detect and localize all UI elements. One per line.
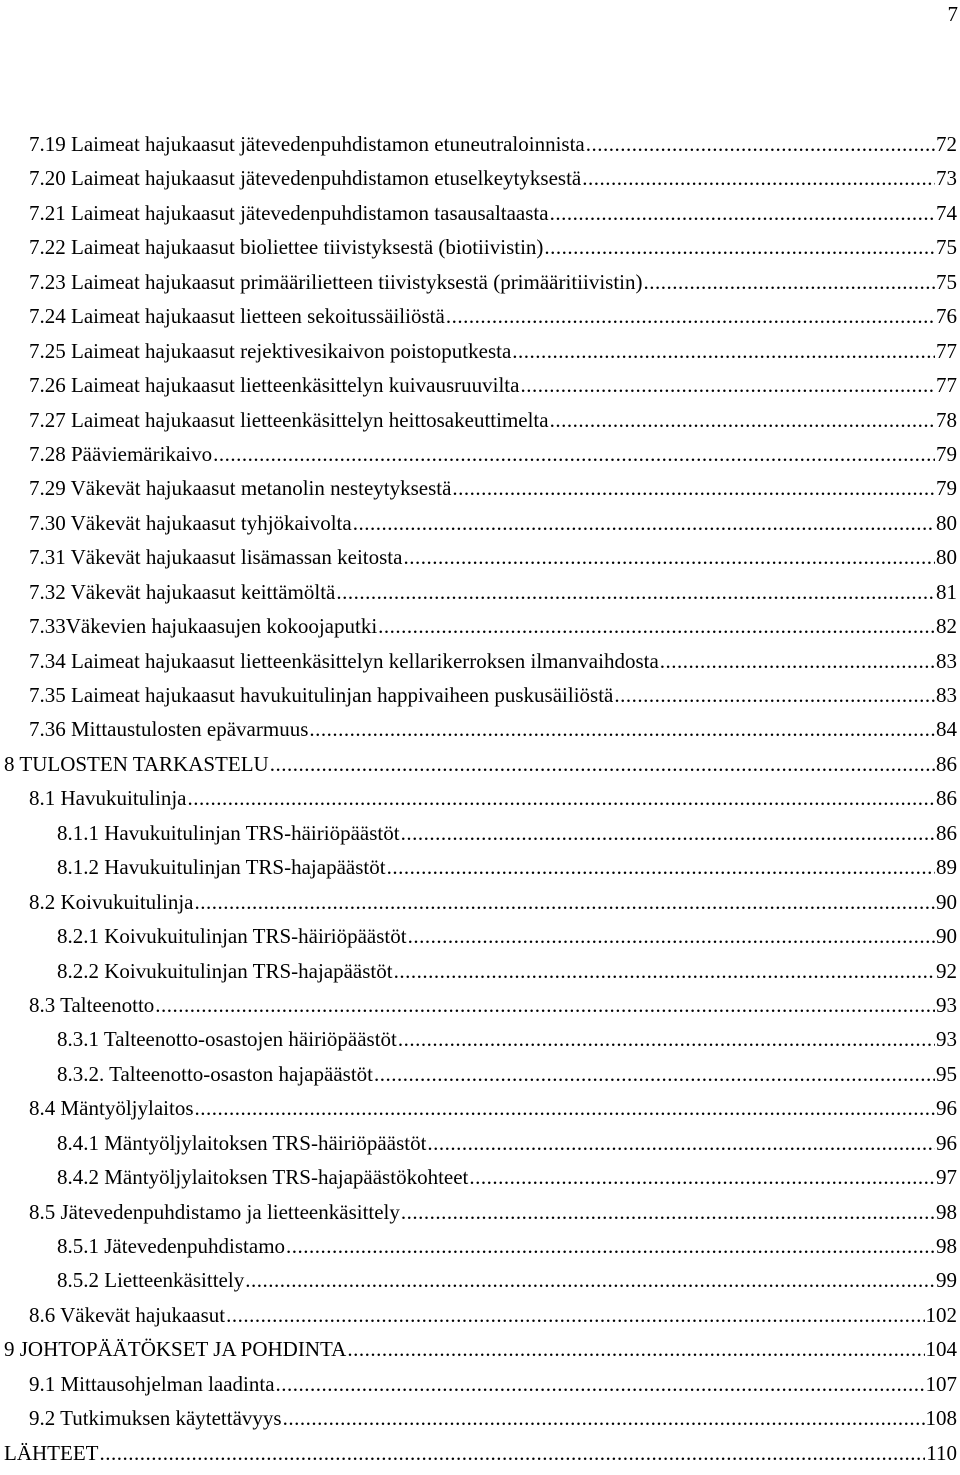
- toc-entry-page: 93: [936, 1027, 957, 1052]
- dot-leader: [446, 304, 935, 328]
- toc-entry-page: 95: [936, 1061, 957, 1086]
- toc-entry[interactable]: [0, 408, 957, 442]
- toc-entry-page: 99: [936, 1268, 957, 1293]
- dot-leader: [401, 821, 935, 845]
- toc-entry-page: 86: [936, 820, 957, 845]
- toc-entry-title: 7.19 Laimeat hajukaasut jätevedenpuhdistamon etuneutraloinnista: [29, 132, 585, 156]
- dot-leader: [394, 959, 935, 983]
- toc-entry[interactable]: [0, 683, 957, 717]
- toc-entry-page: 80: [936, 510, 957, 535]
- toc-entry[interactable]: [0, 1131, 957, 1165]
- dot-leader: [195, 1096, 936, 1120]
- toc-entry-title: 8.1.1 Havukuitulinjan TRS-häiriöpäästöt: [57, 820, 400, 845]
- toc-entry-page: 76: [936, 304, 957, 329]
- toc-entry-page: 107: [925, 1371, 957, 1396]
- toc-entry[interactable]: [0, 1268, 957, 1302]
- toc-entry[interactable]: [0, 993, 957, 1027]
- dot-leader: [374, 1062, 935, 1086]
- toc-entry-page: 78: [936, 407, 957, 432]
- dot-leader: [582, 166, 935, 190]
- dot-leader: [245, 1268, 935, 1292]
- toc-entry[interactable]: [0, 166, 957, 200]
- toc-entry[interactable]: [0, 1303, 957, 1337]
- toc-entry[interactable]: [0, 924, 957, 958]
- toc-entry-page: 96: [936, 1130, 957, 1155]
- toc-entry-title: 8.2.2 Koivukuitulinjan TRS-hajapäästöt: [57, 958, 393, 983]
- toc-entry[interactable]: [0, 1337, 957, 1371]
- toc-entry[interactable]: [0, 1165, 957, 1199]
- toc-entry-title: 7.36 Mittaustulosten epävarmuus: [29, 717, 309, 742]
- toc-entry-title: 8.2 Koivukuitulinja: [29, 889, 194, 914]
- toc-entry-title: 7.27 Laimeat hajukaasut lietteenkäsittelyn heittosakeuttimelta: [29, 407, 549, 432]
- toc-entry-page: 79: [936, 441, 957, 466]
- toc-entry-page: 79: [936, 476, 957, 501]
- dot-leader: [213, 442, 935, 466]
- toc-entry[interactable]: [0, 511, 957, 545]
- toc-entry-page: 77: [936, 338, 957, 363]
- dot-leader: [660, 649, 935, 673]
- dot-leader: [309, 717, 935, 741]
- toc-entry-title: 7.30 Väkevät hajukaasut tyhjökaivolta: [29, 510, 352, 535]
- toc-entry-title: 8.5.2 Lietteenkäsittely: [57, 1268, 245, 1293]
- dot-leader: [378, 614, 935, 638]
- toc-entry-title: 7.20 Laimeat hajukaasut jätevedenpuhdistamon etuselkeytyksestä: [29, 166, 582, 191]
- toc-entry-page: 97: [936, 1165, 957, 1190]
- toc-entry-page: 92: [936, 958, 957, 983]
- toc-entry[interactable]: [0, 649, 957, 683]
- dot-leader: [550, 408, 935, 432]
- toc-entry-title: 9.2 Tutkimuksen käytettävyys: [29, 1406, 282, 1431]
- dot-leader: [286, 1234, 935, 1258]
- toc-entry[interactable]: [0, 201, 957, 235]
- toc-entry-title: 8.6 Väkevät hajukaasut: [29, 1302, 226, 1327]
- toc-entry-title: 8 TULOSTEN TARKASTELU: [4, 751, 269, 776]
- toc-entry-title: 8.1 Havukuitulinja: [29, 786, 187, 811]
- toc-entry[interactable]: [0, 235, 957, 269]
- toc-entry[interactable]: [0, 752, 957, 786]
- toc-entry[interactable]: [0, 1062, 957, 1096]
- dot-leader: [270, 752, 935, 776]
- toc-entry-page: 96: [936, 1096, 957, 1121]
- toc-entry[interactable]: [0, 1441, 957, 1475]
- toc-entry-page: 104: [925, 1337, 957, 1362]
- toc-entry-title: 7.34 Laimeat hajukaasut lietteenkäsittelyn kellarikerroksen ilmanvaihdosta: [29, 648, 659, 673]
- toc-entry-title: 9.1 Mittausohjelman laadinta: [29, 1371, 275, 1396]
- table-of-contents: [0, 132, 957, 1475]
- dot-leader: [99, 1441, 925, 1465]
- toc-entry-title: 7.33Väkevien hajukaasujen kokoojaputki: [29, 614, 378, 639]
- toc-entry-title: 8.2.1 Koivukuitulinjan TRS-häiriöpäästöt: [57, 924, 407, 949]
- dot-leader: [398, 1027, 935, 1051]
- toc-entry[interactable]: [0, 1027, 957, 1061]
- dot-leader: [403, 545, 935, 569]
- toc-entry[interactable]: [0, 132, 957, 166]
- toc-entry-page: 80: [936, 545, 957, 570]
- toc-entry[interactable]: [0, 270, 957, 304]
- dot-leader: [469, 1165, 935, 1189]
- toc-entry[interactable]: [0, 442, 957, 476]
- dot-leader: [226, 1303, 924, 1327]
- toc-entry-title: 7.31 Väkevät hajukaasut lisämassan keitosta: [29, 545, 403, 570]
- dot-leader: [544, 235, 935, 259]
- toc-entry[interactable]: [0, 1372, 957, 1406]
- toc-entry[interactable]: [0, 1200, 957, 1234]
- toc-entry[interactable]: [0, 1234, 957, 1268]
- toc-entry-page: 108: [925, 1406, 957, 1431]
- toc-entry[interactable]: [0, 304, 957, 338]
- toc-entry-title: 7.24 Laimeat hajukaasut lietteen sekoitussäiliöstä: [29, 304, 445, 329]
- toc-entry-title: 8.5.1 Jätevedenpuhdistamo: [57, 1234, 286, 1258]
- toc-entry-title: 7.21 Laimeat hajukaasut jätevedenpuhdistamon tasausaltaasta: [29, 200, 549, 225]
- toc-entry[interactable]: [0, 339, 957, 373]
- toc-entry-page: 83: [936, 683, 957, 707]
- toc-entry[interactable]: [0, 1406, 957, 1440]
- toc-entry-page: 83: [936, 648, 957, 673]
- toc-entry-page: 98: [936, 1199, 957, 1224]
- dot-leader: [401, 1200, 935, 1224]
- dot-leader: [614, 683, 935, 707]
- toc-entry-title: LÄHTEET: [4, 1440, 99, 1465]
- toc-entry-page: 72: [936, 132, 957, 156]
- toc-entry[interactable]: [0, 855, 957, 889]
- toc-entry-page: 102: [925, 1302, 957, 1327]
- toc-entry-title: 8.5 Jätevedenpuhdistamo ja lietteenkäsittely: [29, 1199, 400, 1224]
- toc-entry[interactable]: [0, 1096, 957, 1130]
- dot-leader: [408, 924, 935, 948]
- dot-leader: [644, 270, 936, 294]
- toc-entry-title: 8.4.2 Mäntyöljylaitoksen TRS-hajapäästökohteet: [57, 1165, 469, 1190]
- toc-entry-page: 81: [936, 579, 957, 604]
- dot-leader: [195, 890, 936, 914]
- toc-entry-title: 7.32 Väkevät hajukaasut keittämöltä: [29, 579, 336, 604]
- dot-leader: [427, 1131, 935, 1155]
- dot-leader: [550, 201, 935, 225]
- toc-entry-page: 86: [936, 786, 957, 811]
- toc-entry[interactable]: [0, 786, 957, 820]
- toc-entry-page: 82: [936, 614, 957, 639]
- dot-leader: [347, 1337, 924, 1361]
- dot-leader: [353, 511, 935, 535]
- toc-entry-page: 74: [936, 200, 957, 225]
- toc-entry[interactable]: [0, 890, 957, 924]
- toc-entry[interactable]: [0, 821, 957, 855]
- toc-entry-title: 8.4 Mäntyöljylaitos: [29, 1096, 194, 1121]
- toc-entry-page: 75: [936, 269, 957, 294]
- toc-entry-title: 8.3.2. Talteenotto-osaston hajapäästöt: [57, 1061, 373, 1086]
- toc-entry[interactable]: [0, 545, 957, 579]
- toc-entry-title: 7.28 Pääviemärikaivo: [29, 441, 213, 466]
- toc-entry-page: 90: [936, 889, 957, 914]
- toc-entry-page: 86: [936, 751, 957, 776]
- toc-entry[interactable]: [0, 959, 957, 993]
- toc-entry[interactable]: [0, 580, 957, 614]
- toc-entry-title: 9 JOHTOPÄÄTÖKSET JA POHDINTA: [4, 1337, 347, 1362]
- toc-entry[interactable]: [0, 717, 957, 751]
- dot-leader: [336, 580, 935, 604]
- dot-leader: [155, 993, 935, 1017]
- toc-entry-title: 8.4.1 Mäntyöljylaitoksen TRS-häiriöpäästöt: [57, 1130, 427, 1155]
- dot-leader: [187, 786, 935, 810]
- toc-entry-page: 73: [936, 166, 957, 191]
- toc-entry[interactable]: [0, 373, 957, 407]
- dot-leader: [512, 339, 935, 363]
- toc-entry-title: 8.1.2 Havukuitulinjan TRS-hajapäästöt: [57, 855, 386, 880]
- toc-entry-page: 77: [936, 373, 957, 398]
- toc-entry[interactable]: [0, 476, 957, 510]
- toc-entry-title: 7.26 Laimeat hajukaasut lietteenkäsittelyn kuivausruuvilta: [29, 373, 520, 398]
- toc-entry-page: 90: [936, 924, 957, 949]
- dot-leader: [283, 1406, 925, 1430]
- toc-entry-page: 110: [926, 1440, 957, 1465]
- toc-entry-page: 84: [936, 717, 957, 742]
- toc-entry[interactable]: [0, 614, 957, 648]
- dot-leader: [276, 1372, 925, 1396]
- page-number: 7: [947, 2, 958, 26]
- toc-entry-page: 98: [936, 1234, 957, 1258]
- toc-entry-title: 7.29 Väkevät hajukaasut metanolin nesteytyksestä: [29, 476, 452, 501]
- toc-entry-page: 93: [936, 992, 957, 1017]
- dot-leader: [452, 476, 935, 500]
- dot-leader: [586, 132, 935, 156]
- toc-entry-title: 7.23 Laimeat hajukaasut primäärilietteen tiivistyksestä (primääritiivistin): [29, 269, 643, 294]
- dot-leader: [520, 373, 935, 397]
- toc-entry-page: 89: [936, 855, 957, 880]
- toc-entry-title: 7.22 Laimeat hajukaasut bioliettee tiivistyksestä (biotiivistin): [29, 235, 544, 260]
- toc-entry-title: 7.35 Laimeat hajukaasut havukuitulinjan happivaiheen puskusäiliöstä: [29, 683, 614, 707]
- toc-entry-page: 75: [936, 235, 957, 260]
- dot-leader: [387, 855, 935, 879]
- toc-entry-title: 8.3.1 Talteenotto-osastojen häiriöpäästöt: [57, 1027, 397, 1052]
- toc-entry-title: 8.3 Talteenotto: [29, 992, 155, 1017]
- toc-entry-title: 7.25 Laimeat hajukaasut rejektivesikaivon poistoputkesta: [29, 338, 512, 363]
